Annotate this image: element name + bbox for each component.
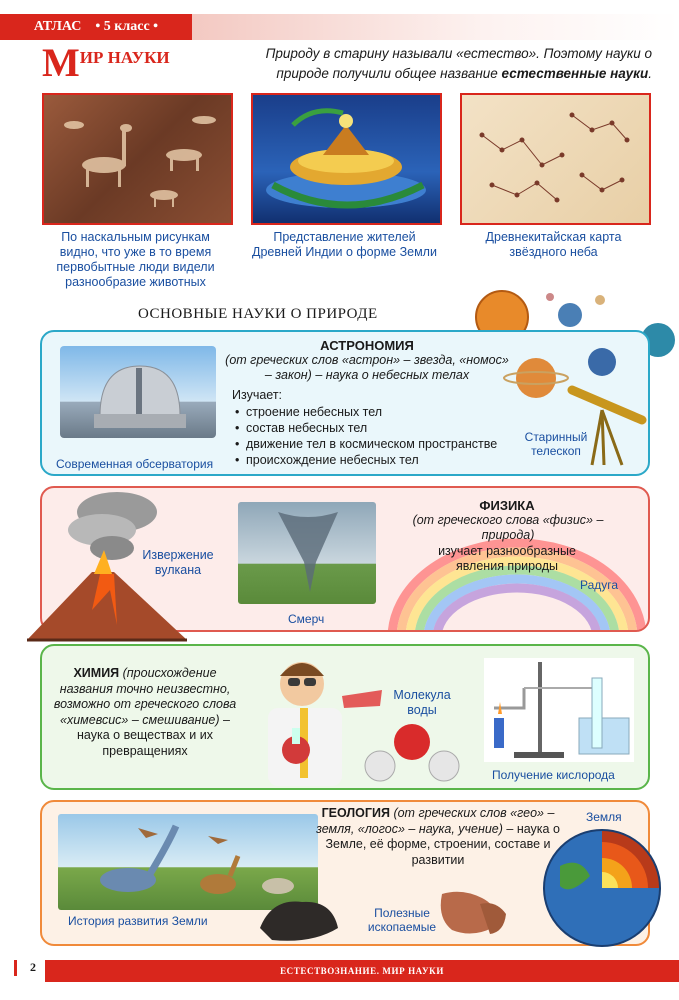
tornado-icon	[238, 502, 376, 604]
molecule-caption: Молекула воды	[393, 688, 451, 717]
minerals-caption: Полезные ископаемые	[367, 906, 437, 934]
lab-apparatus-icon	[484, 658, 634, 762]
cave-animals-icon	[44, 95, 231, 223]
ancient-india-earth-image	[251, 93, 442, 225]
geology-name: ГЕОЛОГИЯ	[321, 806, 390, 820]
india-caption: Представление жителей Древней Индии о форме Земли	[252, 230, 437, 259]
volcano-caption: Извержение вулкана	[142, 548, 214, 577]
chemistry-panel	[40, 644, 650, 790]
footer-bar	[45, 960, 679, 982]
observatory-image	[60, 346, 216, 438]
page-number: 2	[30, 960, 36, 974]
footer-text: ЕСТЕСТВОЗНАНИЕ. МИР НАУКИ	[280, 966, 444, 976]
rainbow-caption: Радуга	[580, 578, 619, 592]
volcano-icon	[22, 490, 192, 642]
astronomy-panel	[40, 330, 650, 476]
list-item: • движение тел в космическом пространстве	[246, 436, 497, 452]
chemistry-text	[50, 666, 240, 759]
observatory-caption: Современная обсерватория	[56, 457, 214, 471]
observatory-dome-icon	[60, 346, 216, 438]
intro-text: Природу в старину называли «естество». Поэтому науки о природе получили общее название естественные науки.	[265, 46, 652, 81]
chinese-star-map-image	[460, 93, 651, 225]
astronomy-studies-label: Изучает:	[232, 388, 283, 402]
header-gradient	[192, 14, 679, 40]
earth-caption: Земля	[586, 810, 622, 824]
chemistry-name: ХИМИЯ	[73, 666, 120, 680]
earth-history-caption: История развития Земли	[68, 914, 208, 928]
page-title: МИР НАУКИ	[42, 40, 170, 85]
physics-etym: (от греческого слова «физис» – природа)	[412, 513, 604, 542]
atlas-label: АТЛАС	[33, 19, 82, 34]
chemistry-etym: (происхождение названия точно неизвестно, возможно от греческого слова «химевсис» – смешивание)	[53, 666, 237, 727]
star-map-caption: Древнекитайская карта звёздного неба	[485, 230, 622, 259]
oxygen-caption: Получение кислорода	[492, 768, 615, 782]
geology-desc: – наука о Земле, её форме, строении, составе и развитии	[325, 821, 560, 867]
physics-desc: изучает разнообразные явления природы	[438, 544, 576, 573]
tornado-caption: Смерч	[288, 612, 325, 626]
grade-label: • 5 класс •	[95, 19, 159, 34]
earth-on-elephants-icon	[253, 95, 440, 223]
geology-etym: (от греческих слов «гео» – земля, «логос» – наука, учение)	[316, 806, 555, 836]
page-number-box	[0, 958, 44, 978]
physics-name: ФИЗИКА	[479, 498, 535, 513]
astronomy-name: АСТРОНОМИЯ	[320, 338, 414, 353]
astronomy-list	[232, 404, 497, 468]
chemistry-desc: – наука о веществах и их превращениях	[77, 712, 230, 758]
list-item: • происхождение небесных тел	[246, 452, 497, 468]
list-item: • строение небесных тел	[246, 404, 497, 420]
list-item: • состав небесных тел	[246, 420, 497, 436]
cave-painting-image	[42, 93, 233, 225]
earth-globe-icon	[540, 826, 664, 950]
star-map-icon	[462, 95, 649, 223]
water-molecule-icon	[358, 722, 468, 788]
geology-text	[308, 806, 568, 868]
tornado-image	[238, 502, 376, 604]
oxygen-apparatus-image	[484, 658, 634, 762]
cave-caption: По наскальным рисункам видно, что уже в то время первобытные люди видели разнообразие животных	[56, 230, 215, 289]
telescope-caption: Старинный телескоп	[524, 430, 588, 458]
astronomy-etym: (от греческих слов «астрон» – звезда, «номос» – закон) – наука о небесных телах	[225, 353, 509, 382]
section-title: ОСНОВНЫЕ НАУКИ О ПРИРОДЕ	[138, 306, 378, 322]
atlas-header-bar	[0, 14, 192, 40]
